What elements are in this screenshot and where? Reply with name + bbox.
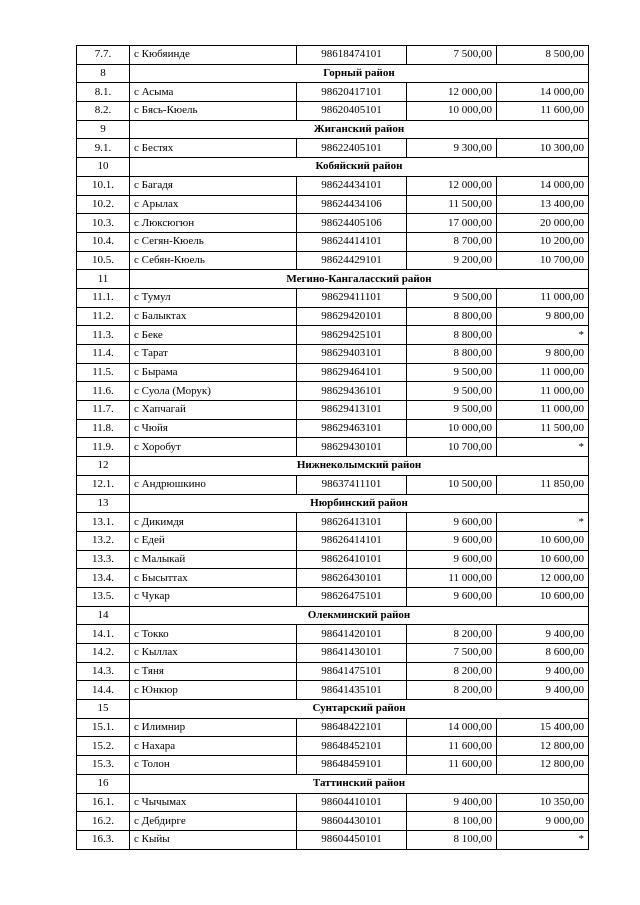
value-1: 8 800,00	[407, 307, 497, 326]
settlement-name: с Бысыттах	[130, 569, 297, 588]
district-header-row	[77, 120, 589, 139]
oktmo-code: 98604450101	[297, 830, 407, 849]
oktmo-code: 98624414101	[297, 232, 407, 251]
oktmo-code: 98648459101	[297, 756, 407, 775]
settlement-name: с Токко	[130, 625, 297, 644]
value-1: 10 500,00	[407, 475, 497, 494]
district-name: Таттинский район	[130, 774, 589, 793]
oktmo-code: 98629425101	[297, 326, 407, 345]
table-row	[77, 569, 589, 588]
value-2: *	[497, 326, 589, 345]
table-row	[77, 382, 589, 401]
district-name: Нюрбинский район	[130, 494, 589, 513]
oktmo-code: 98641435101	[297, 681, 407, 700]
settlement-name: с Себян-Кюель	[130, 251, 297, 270]
district-number: 14	[77, 606, 130, 625]
value-1: 10 000,00	[407, 419, 497, 438]
value-2: 9 400,00	[497, 662, 589, 681]
table-row	[77, 830, 589, 849]
row-number: 10.3.	[77, 214, 130, 233]
table-row	[77, 214, 589, 233]
district-header-row	[77, 158, 589, 177]
table-row	[77, 662, 589, 681]
row-number: 10.1.	[77, 176, 130, 195]
row-number: 15.1.	[77, 718, 130, 737]
settlement-name: с Илимнир	[130, 718, 297, 737]
value-1: 7 500,00	[407, 644, 497, 663]
table-row	[77, 681, 589, 700]
district-header-row	[77, 606, 589, 625]
table-row	[77, 419, 589, 438]
row-number: 12.1.	[77, 475, 130, 494]
value-1: 11 600,00	[407, 756, 497, 775]
row-number: 11.6.	[77, 382, 130, 401]
row-number: 14.3.	[77, 662, 130, 681]
settlement-name: с Асыма	[130, 83, 297, 102]
district-name: Горный район	[130, 64, 589, 83]
row-number: 14.2.	[77, 644, 130, 663]
settlement-name: с Тарат	[130, 345, 297, 364]
settlement-name: с Тумул	[130, 288, 297, 307]
district-number: 12	[77, 457, 130, 476]
row-number: 16.1.	[77, 793, 130, 812]
table-row	[77, 102, 589, 121]
value-1: 9 400,00	[407, 793, 497, 812]
settlement-name: с Кыллах	[130, 644, 297, 663]
district-number: 8	[77, 64, 130, 83]
oktmo-code: 98626414101	[297, 531, 407, 550]
table-row	[77, 793, 589, 812]
oktmo-code: 98648452101	[297, 737, 407, 756]
value-1: 8 100,00	[407, 812, 497, 831]
row-number: 11.8.	[77, 419, 130, 438]
table-row	[77, 288, 589, 307]
oktmo-code: 98641420101	[297, 625, 407, 644]
table-row	[77, 251, 589, 270]
settlement-name: с Арылах	[130, 195, 297, 214]
district-number: 15	[77, 700, 130, 719]
district-number: 13	[77, 494, 130, 513]
table-row	[77, 513, 589, 532]
oktmo-code: 98618474101	[297, 46, 407, 65]
settlement-name: с Бестях	[130, 139, 297, 158]
value-2: 10 600,00	[497, 531, 589, 550]
value-2: 11 600,00	[497, 102, 589, 121]
value-1: 8 800,00	[407, 326, 497, 345]
table-row	[77, 326, 589, 345]
table-row	[77, 438, 589, 457]
row-number: 13.1.	[77, 513, 130, 532]
oktmo-code: 98604430101	[297, 812, 407, 831]
settlement-name: с Балыктах	[130, 307, 297, 326]
row-number: 11.3.	[77, 326, 130, 345]
value-2: *	[497, 438, 589, 457]
settlement-name: с Кыйы	[130, 830, 297, 849]
value-1: 8 800,00	[407, 345, 497, 364]
table-row	[77, 737, 589, 756]
value-2: 10 350,00	[497, 793, 589, 812]
value-1: 9 300,00	[407, 139, 497, 158]
value-1: 11 500,00	[407, 195, 497, 214]
value-2: *	[497, 513, 589, 532]
value-2: 11 850,00	[497, 475, 589, 494]
table-row	[77, 625, 589, 644]
row-number: 14.4.	[77, 681, 130, 700]
oktmo-code: 98624434106	[297, 195, 407, 214]
value-1: 11 600,00	[407, 737, 497, 756]
value-2: 10 600,00	[497, 550, 589, 569]
value-2: 12 000,00	[497, 569, 589, 588]
value-2: 14 000,00	[497, 176, 589, 195]
oktmo-code: 98629464101	[297, 363, 407, 382]
value-2: 9 000,00	[497, 812, 589, 831]
value-2: 10 300,00	[497, 139, 589, 158]
oktmo-code: 98626475101	[297, 587, 407, 606]
table-row	[77, 718, 589, 737]
row-number: 11.5.	[77, 363, 130, 382]
value-2: 11 000,00	[497, 382, 589, 401]
settlement-name: с Багадя	[130, 176, 297, 195]
value-1: 12 000,00	[407, 83, 497, 102]
district-name: Сунтарский район	[130, 700, 589, 719]
oktmo-code: 98620417101	[297, 83, 407, 102]
value-1: 9 600,00	[407, 550, 497, 569]
district-number: 16	[77, 774, 130, 793]
row-number: 13.3.	[77, 550, 130, 569]
table-row	[77, 307, 589, 326]
value-1: 10 700,00	[407, 438, 497, 457]
district-header-row	[77, 700, 589, 719]
table-row	[77, 345, 589, 364]
value-1: 9 200,00	[407, 251, 497, 270]
oktmo-code: 98624429101	[297, 251, 407, 270]
row-number: 7.7.	[77, 46, 130, 65]
table-row	[77, 756, 589, 775]
settlement-name: с Хапчагай	[130, 401, 297, 420]
row-number: 11.7.	[77, 401, 130, 420]
row-number: 10.5.	[77, 251, 130, 270]
value-1: 17 000,00	[407, 214, 497, 233]
table-row	[77, 139, 589, 158]
district-number: 10	[77, 158, 130, 177]
settlement-name: с Чычымах	[130, 793, 297, 812]
oktmo-code: 98641475101	[297, 662, 407, 681]
district-name: Жиганский район	[130, 120, 589, 139]
settlement-name: с Нахара	[130, 737, 297, 756]
settlement-name: с Толон	[130, 756, 297, 775]
value-1: 10 000,00	[407, 102, 497, 121]
oktmo-code: 98622405101	[297, 139, 407, 158]
value-2: 12 800,00	[497, 737, 589, 756]
settlement-name: с Кюбяинде	[130, 46, 297, 65]
district-name: Мегино-Кангаласский район	[130, 270, 589, 289]
oktmo-code: 98626430101	[297, 569, 407, 588]
value-2: 9 400,00	[497, 681, 589, 700]
table-row	[77, 644, 589, 663]
oktmo-code: 98637411101	[297, 475, 407, 494]
row-number: 15.3.	[77, 756, 130, 775]
value-2: 11 500,00	[497, 419, 589, 438]
district-name: Олекминский район	[130, 606, 589, 625]
value-2: 9 400,00	[497, 625, 589, 644]
settlement-name: с Андрюшкино	[130, 475, 297, 494]
value-2: 9 800,00	[497, 345, 589, 364]
value-1: 8 700,00	[407, 232, 497, 251]
oktmo-code: 98629420101	[297, 307, 407, 326]
settlement-name: с Едей	[130, 531, 297, 550]
oktmo-code: 98629463101	[297, 419, 407, 438]
oktmo-code: 98629403101	[297, 345, 407, 364]
oktmo-code: 98641430101	[297, 644, 407, 663]
district-header-row	[77, 774, 589, 793]
value-1: 9 500,00	[407, 288, 497, 307]
row-number: 8.2.	[77, 102, 130, 121]
district-header-row	[77, 457, 589, 476]
value-2: 8 600,00	[497, 644, 589, 663]
oktmo-code: 98629436101	[297, 382, 407, 401]
table-row	[77, 587, 589, 606]
table-row	[77, 363, 589, 382]
district-name: Кобяйский район	[130, 158, 589, 177]
value-1: 9 600,00	[407, 531, 497, 550]
settlement-name: с Дикимдя	[130, 513, 297, 532]
table-body	[77, 46, 589, 850]
oktmo-code: 98629411101	[297, 288, 407, 307]
table-row	[77, 475, 589, 494]
table-row	[77, 195, 589, 214]
row-number: 11.1.	[77, 288, 130, 307]
row-number: 10.2.	[77, 195, 130, 214]
table-row	[77, 46, 589, 65]
table-row	[77, 401, 589, 420]
value-1: 14 000,00	[407, 718, 497, 737]
value-1: 12 000,00	[407, 176, 497, 195]
settlement-name: с Беке	[130, 326, 297, 345]
district-header-row	[77, 64, 589, 83]
value-2: 11 000,00	[497, 401, 589, 420]
settlements-table	[76, 45, 589, 850]
settlement-name: с Бырама	[130, 363, 297, 382]
value-2: 15 400,00	[497, 718, 589, 737]
district-header-row	[77, 270, 589, 289]
settlement-name: с Чукар	[130, 587, 297, 606]
value-2: 11 000,00	[497, 363, 589, 382]
oktmo-code: 98624405106	[297, 214, 407, 233]
settlement-name: с Люксюгюн	[130, 214, 297, 233]
row-number: 16.3.	[77, 830, 130, 849]
row-number: 11.2.	[77, 307, 130, 326]
value-2: 20 000,00	[497, 214, 589, 233]
settlement-name: с Суола (Морук)	[130, 382, 297, 401]
settlement-name: с Бясь-Кюель	[130, 102, 297, 121]
value-1: 11 000,00	[407, 569, 497, 588]
value-1: 7 500,00	[407, 46, 497, 65]
settlement-name: с Малыкай	[130, 550, 297, 569]
table-row	[77, 83, 589, 102]
settlement-name: с Юнкюр	[130, 681, 297, 700]
settlement-name: с Дебдирге	[130, 812, 297, 831]
table-row	[77, 232, 589, 251]
row-number: 10.4.	[77, 232, 130, 251]
value-2: 13 400,00	[497, 195, 589, 214]
value-2: 9 800,00	[497, 307, 589, 326]
table-row	[77, 812, 589, 831]
row-number: 15.2.	[77, 737, 130, 756]
value-1: 8 200,00	[407, 625, 497, 644]
table-row	[77, 176, 589, 195]
row-number: 13.4.	[77, 569, 130, 588]
value-1: 9 500,00	[407, 382, 497, 401]
row-number: 14.1.	[77, 625, 130, 644]
value-1: 9 500,00	[407, 363, 497, 382]
table-row	[77, 531, 589, 550]
row-number: 13.5.	[77, 587, 130, 606]
oktmo-code: 98620405101	[297, 102, 407, 121]
row-number: 16.2.	[77, 812, 130, 831]
oktmo-code: 98626410101	[297, 550, 407, 569]
value-1: 8 100,00	[407, 830, 497, 849]
district-number: 9	[77, 120, 130, 139]
district-number: 11	[77, 270, 130, 289]
value-1: 9 600,00	[407, 513, 497, 532]
row-number: 11.4.	[77, 345, 130, 364]
value-2: 11 000,00	[497, 288, 589, 307]
district-name: Нижнеколымский район	[130, 457, 589, 476]
oktmo-code: 98624434101	[297, 176, 407, 195]
district-header-row	[77, 494, 589, 513]
oktmo-code: 98629430101	[297, 438, 407, 457]
value-2: 12 800,00	[497, 756, 589, 775]
value-2: 14 000,00	[497, 83, 589, 102]
oktmo-code: 98626413101	[297, 513, 407, 532]
row-number: 8.1.	[77, 83, 130, 102]
row-number: 13.2.	[77, 531, 130, 550]
oktmo-code: 98648422101	[297, 718, 407, 737]
settlement-name: с Чюйя	[130, 419, 297, 438]
value-1: 9 500,00	[407, 401, 497, 420]
value-2: 10 600,00	[497, 587, 589, 606]
oktmo-code: 98604410101	[297, 793, 407, 812]
oktmo-code: 98629413101	[297, 401, 407, 420]
row-number: 9.1.	[77, 139, 130, 158]
table-row	[77, 550, 589, 569]
row-number: 11.9.	[77, 438, 130, 457]
value-2: 8 500,00	[497, 46, 589, 65]
value-1: 9 600,00	[407, 587, 497, 606]
value-2: 10 200,00	[497, 232, 589, 251]
settlement-name: с Тяня	[130, 662, 297, 681]
value-2: *	[497, 830, 589, 849]
settlement-name: с Хоробут	[130, 438, 297, 457]
value-1: 8 200,00	[407, 681, 497, 700]
value-2: 10 700,00	[497, 251, 589, 270]
value-1: 8 200,00	[407, 662, 497, 681]
settlement-name: с Сегян-Кюель	[130, 232, 297, 251]
